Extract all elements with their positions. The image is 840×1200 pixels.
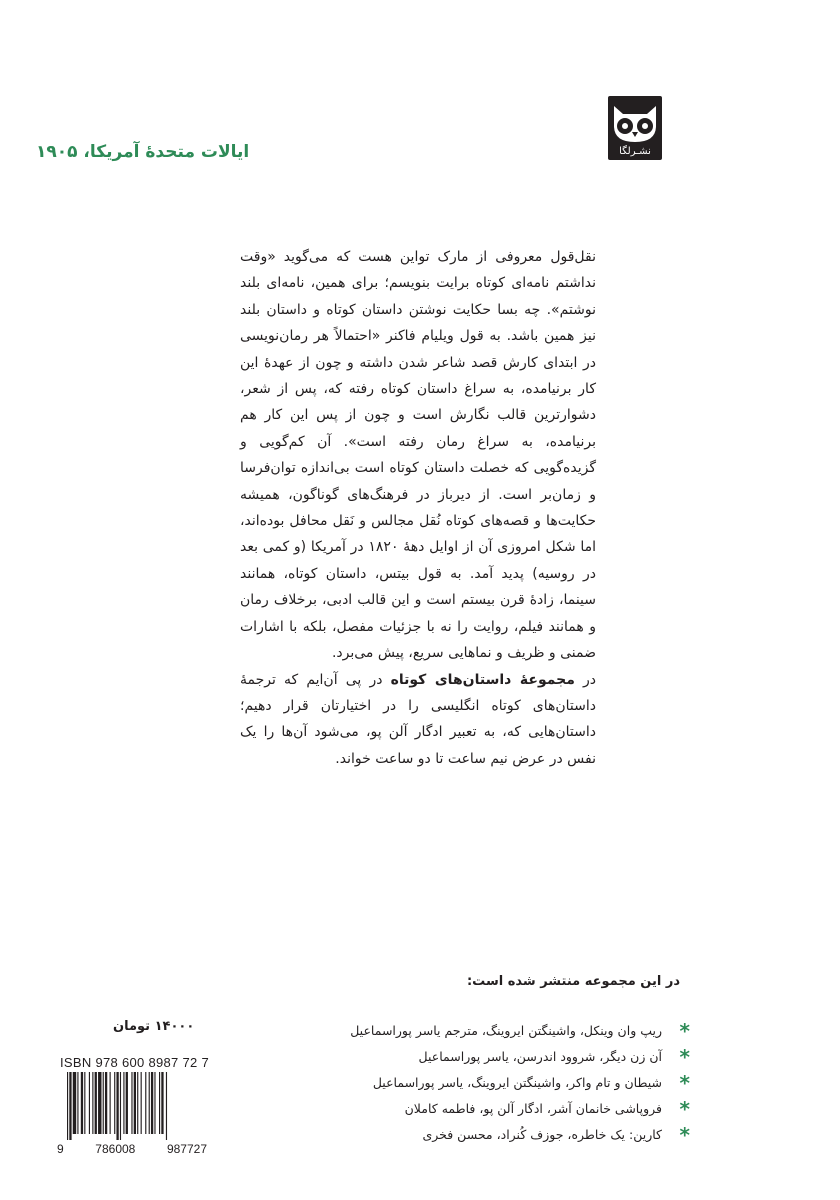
barcode-bar — [103, 1072, 104, 1134]
series-list — [310, 1018, 690, 1148]
blurb-paragraph-2 — [240, 667, 596, 773]
barcode-bar — [161, 1072, 163, 1134]
page-title: ایالات متحدهٔ آمریکا، ۱۹۰۵ — [36, 142, 250, 162]
list-item-text: کارین: یک خاطره، جوزف کُنراد، محسن فخری — [422, 1127, 662, 1142]
series-list-heading: در این مجموعه منتشر شده است: — [466, 974, 680, 989]
series-name: مجموعهٔ داستان‌های کوتاه — [390, 671, 575, 688]
barcode-bar — [89, 1072, 90, 1134]
barcode-bar — [98, 1072, 101, 1134]
barcode-bar — [126, 1072, 128, 1134]
barcode-digits-right: 987727 — [166, 1142, 207, 1156]
blurb-paragraph-1: نقل‌قول معروفی از مارک تواین هست که می‌گوید «وقت نداشتم نامه‌ای کوتاه برایت بنویسم؛ برای همین، نامه‌ای بلند نوشتم». چه بسا حکایت نوشتن داستان کوتاه و داستان بلند نیز همین باشد. به قول ویلیام فاکنر «احتمالاً هر رمان‌نویسی در ابتدای کارش قصد شاعر شدن داشته و چون از عهدهٔ این کار برنیامده، به سراغ داستان کوتاه رفته که، پس از شعر، دشوارترین قالب نگارش است و چون از پس این کار هم برنیامده، به سراغ رمان رفته است». آن کم‌گویی و گزیده‌گویی که خصلت داستان کوتاه است بی‌اندازه توان‌فرسا و زمان‌بر است. از دیرباز در فرهنگ‌های گوناگون، همیشه حکایت‌ها و قصه‌های کوتاه نُقل مجالس و نَقل محافل بوده‌اند، اما شکل امروزی آن از اوایل دههٔ ۱۸۲۰ در آمریکا (و کمی بعد در روسیه) پدید آمد. به قول بیتس، داستان کوتاه، همانند سینما، زادهٔ قرن بیستم است و این قالب ادبی، برخلاف رمان و همانند فیلم، روایت را نه با جزئیات مفصل، بلکه با اشارات ضمنی و ظریف و نماهایی سریع، پیش می‌برد. — [240, 249, 596, 662]
list-item — [310, 1018, 690, 1044]
price-label: ۱۴۰۰۰ تومان — [113, 1019, 195, 1034]
barcode-bar — [159, 1072, 160, 1134]
barcode-digits-left: 786008 — [95, 1142, 136, 1156]
barcode-bar — [123, 1072, 124, 1134]
list-item — [310, 1044, 690, 1070]
blurb-text — [240, 244, 596, 772]
barcode-bar — [84, 1072, 85, 1134]
star-bullet-icon: * — [679, 1045, 690, 1069]
barcode-bar — [67, 1072, 68, 1140]
barcode-bar — [114, 1072, 115, 1134]
barcode-bar — [120, 1072, 121, 1140]
blurb-p2-start: در — [574, 671, 596, 688]
barcode-bar — [145, 1072, 146, 1134]
star-bullet-icon: * — [679, 1071, 690, 1095]
barcode-bar — [81, 1072, 83, 1134]
list-item — [310, 1122, 690, 1148]
barcode-digits — [57, 1142, 207, 1156]
list-item-text: آن زن دیگر، شروود اندرسن، یاسر پوراسماعیل — [418, 1049, 662, 1064]
publisher-logo — [608, 96, 662, 160]
barcode-bar — [69, 1072, 71, 1140]
list-item-text: فروپاشی خانمان آشر، ادگار آلن پو، فاطمه کاملان — [404, 1101, 662, 1116]
list-item — [310, 1096, 690, 1122]
barcode-bar — [95, 1072, 97, 1134]
barcode-bar — [149, 1072, 150, 1134]
barcode — [57, 1070, 203, 1142]
isbn-label: ISBN 978 600 8987 72 7 — [60, 1055, 209, 1070]
list-item-text: شیطان و تام واکر، واشینگتن ایروینگ، یاسر پوراسماعیل — [372, 1075, 662, 1090]
barcode-bar — [166, 1072, 167, 1140]
star-bullet-icon: * — [679, 1123, 690, 1147]
barcode-bar — [151, 1072, 153, 1134]
blurb-p2-end: در پی آن‌ایم که ترجمهٔ داستان‌های کوتاه انگلیسی را در اختیارتان قرار دهیم؛ داستان‌هایی که، به تعبیر ادگار آلن پو، می‌شود آن‌ها را یک نفس در عرض نیم ساعت تا دو ساعت خواند. — [240, 671, 596, 767]
barcode-bar — [134, 1072, 136, 1134]
barcode-bar — [110, 1072, 111, 1134]
list-item-text: ریپ وان وینکل، واشینگتن ایروینگ، مترجم یاسر پوراسماعیل — [350, 1023, 662, 1038]
barcode-bar — [116, 1072, 118, 1140]
barcode-bar — [141, 1072, 142, 1134]
publisher-name: نشـرلگا — [619, 146, 651, 157]
barcode-bar — [92, 1072, 93, 1134]
barcode-bar — [73, 1072, 76, 1134]
barcode-bar — [131, 1072, 132, 1134]
barcode-bar — [154, 1072, 155, 1134]
barcode-bar — [77, 1072, 78, 1134]
barcode-bar — [105, 1072, 107, 1134]
list-item — [310, 1070, 690, 1096]
barcode-bar — [137, 1072, 138, 1134]
star-bullet-icon: * — [679, 1097, 690, 1121]
barcode-digit-prefix: 9 — [57, 1142, 64, 1156]
star-bullet-icon: * — [679, 1019, 690, 1043]
